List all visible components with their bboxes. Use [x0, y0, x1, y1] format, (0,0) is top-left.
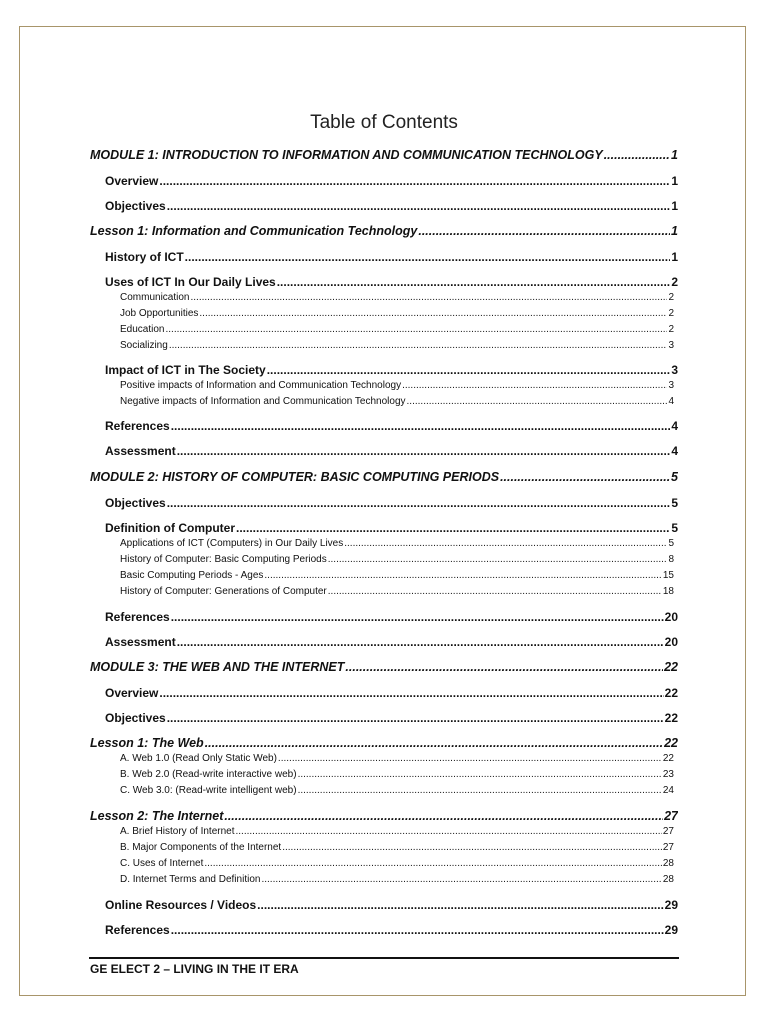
- toc-entry-page: 29: [664, 923, 678, 937]
- toc-entry-page: 4: [671, 444, 678, 458]
- toc-entry-page: 1: [671, 250, 678, 264]
- toc-entry[interactable]: [120, 308, 674, 319]
- toc-entry-page: 27: [664, 809, 678, 823]
- toc-entry[interactable]: [120, 826, 674, 837]
- toc-entry-page: 2: [668, 292, 674, 303]
- toc-entry-label: Objectives: [105, 711, 166, 725]
- toc-entry[interactable]: [120, 538, 674, 549]
- toc-entry-label: Education: [120, 324, 165, 335]
- toc-entry-label: A. Brief History of Internet: [120, 826, 235, 837]
- toc-entry-label: History of Computer: Basic Computing Periods: [120, 554, 327, 565]
- toc-entry-page: 1: [671, 199, 678, 213]
- toc-entry-label: MODULE 2: HISTORY OF COMPUTER: BASIC COMPUTING PERIODS: [90, 470, 500, 484]
- toc-entry-label: Assessment: [105, 444, 176, 458]
- toc-entry[interactable]: [105, 275, 678, 289]
- toc-entry[interactable]: [105, 898, 678, 912]
- toc-entry-page: 2: [671, 275, 678, 289]
- toc-entry[interactable]: [105, 610, 678, 624]
- toc-entry-label: B. Web 2.0 (Read-write interactive web): [120, 769, 297, 780]
- toc-entry-page: 22: [664, 686, 678, 700]
- toc-entry[interactable]: [105, 923, 678, 937]
- toc-entry[interactable]: [105, 363, 678, 377]
- toc-entry[interactable]: [120, 785, 674, 796]
- toc-entry-page: 22: [664, 660, 678, 674]
- toc-entry-label: MODULE 3: THE WEB AND THE INTERNET: [90, 660, 345, 674]
- toc-entry-label: Objectives: [105, 199, 166, 213]
- toc-entry[interactable]: [90, 736, 678, 750]
- toc-entry-label: A. Web 1.0 (Read Only Static Web): [120, 753, 277, 764]
- toc-entry-page: 20: [664, 610, 678, 624]
- toc-entry-label: Job Opportunities: [120, 308, 199, 319]
- toc-entry[interactable]: [105, 496, 678, 510]
- toc-entry-page: 23: [662, 769, 674, 780]
- toc-entry[interactable]: [120, 380, 674, 391]
- toc-entry[interactable]: [90, 809, 678, 823]
- toc-entry-label: Basic Computing Periods - Ages: [120, 570, 264, 581]
- toc-entry-label: History of ICT: [105, 250, 184, 264]
- toc-entry-page: 5: [668, 538, 674, 549]
- toc-entry[interactable]: [120, 842, 674, 853]
- toc-entry-page: 3: [668, 340, 674, 351]
- toc-entry-page: 1: [671, 224, 678, 238]
- toc-entry-page: 27: [662, 826, 674, 837]
- toc-entry[interactable]: [105, 635, 678, 649]
- footer-rule: [89, 957, 679, 959]
- toc-entry-label: C. Web 3.0: (Read-write intelligent web): [120, 785, 297, 796]
- toc-entry-label: B. Major Components of the Internet: [120, 842, 282, 853]
- toc-entry[interactable]: [105, 199, 678, 213]
- toc-entry[interactable]: [105, 521, 678, 535]
- toc-entry-label: D. Internet Terms and Definition: [120, 874, 261, 885]
- toc-entry[interactable]: [120, 769, 674, 780]
- toc-entry-page: 28: [662, 858, 674, 869]
- toc-entry[interactable]: [120, 858, 674, 869]
- toc-entry-label: Lesson 1: The Web: [90, 736, 204, 750]
- toc-entry[interactable]: [120, 586, 674, 597]
- toc-entry[interactable]: [120, 292, 674, 303]
- toc-entry-page: 8: [668, 554, 674, 565]
- toc-entry-label: History of Computer: Generations of Computer: [120, 586, 327, 597]
- footer-text: GE ELECT 2 – LIVING IN THE IT ERA: [90, 962, 299, 976]
- toc-entry[interactable]: [90, 660, 678, 674]
- toc-entry-page: 20: [664, 635, 678, 649]
- toc-entry-label: Lesson 2: The Internet: [90, 809, 224, 823]
- toc-entry[interactable]: [90, 224, 678, 238]
- toc-entry-page: 1: [671, 148, 678, 162]
- toc-entry-page: 28: [662, 874, 674, 885]
- toc-entry-page: 5: [671, 496, 678, 510]
- toc-entry-page: 3: [668, 380, 674, 391]
- toc-entry-page: 27: [662, 842, 674, 853]
- toc-entry[interactable]: [105, 419, 678, 433]
- toc-entry[interactable]: [120, 340, 674, 351]
- toc-entry-page: 4: [671, 419, 678, 433]
- toc-entry-page: 22: [664, 711, 678, 725]
- toc-entry-label: Assessment: [105, 635, 176, 649]
- toc-entry[interactable]: [105, 711, 678, 725]
- toc-entry-label: Online Resources / Videos: [105, 898, 257, 912]
- toc-entry-page: 18: [662, 586, 674, 597]
- toc-entry-page: 24: [662, 785, 674, 796]
- toc-entry-page: 22: [664, 736, 678, 750]
- toc-entry-label: Applications of ICT (Computers) in Our Daily Lives: [120, 538, 344, 549]
- toc-entry[interactable]: [120, 396, 674, 407]
- toc-entry-label: Uses of ICT In Our Daily Lives: [105, 275, 276, 289]
- toc-entry-label: Overview: [105, 174, 159, 188]
- toc-entry-page: 4: [668, 396, 674, 407]
- toc-entry-label: Positive impacts of Information and Communication Technology: [120, 380, 402, 391]
- toc-entry-label: Objectives: [105, 496, 166, 510]
- toc-entry-page: 3: [671, 363, 678, 377]
- toc-entry-label: Socializing: [120, 340, 168, 351]
- toc-entry-page: 15: [662, 570, 674, 581]
- toc-title: Table of Contents: [310, 112, 458, 133]
- toc-entry[interactable]: [120, 753, 674, 764]
- toc-entry-page: 5: [671, 470, 678, 484]
- toc-entry-label: MODULE 1: INTRODUCTION TO INFORMATION AND COMMUNICATION TECHNOLOGY: [90, 148, 603, 162]
- toc-entry[interactable]: [105, 174, 678, 188]
- toc-entry-label: Impact of ICT in The Society: [105, 363, 266, 377]
- toc-entry-page: 2: [668, 308, 674, 319]
- toc-entry-label: Negative impacts of Information and Communication Technology: [120, 396, 406, 407]
- toc-entry-label: Overview: [105, 686, 159, 700]
- toc-entry[interactable]: [105, 250, 678, 264]
- toc-entry-label: Lesson 1: Information and Communication Technology: [90, 224, 418, 238]
- toc-entry-page: 29: [664, 898, 678, 912]
- toc-entry-label: References: [105, 923, 170, 937]
- toc-entry[interactable]: [120, 874, 674, 885]
- toc-entry-label: Definition of Computer: [105, 521, 235, 535]
- toc-entry-page: 1: [671, 174, 678, 188]
- toc-entry[interactable]: [120, 324, 674, 335]
- toc-entry-page: 5: [671, 521, 678, 535]
- toc-entry[interactable]: [120, 570, 674, 581]
- toc-entry-page: 22: [662, 753, 674, 764]
- toc-entry-label: References: [105, 419, 170, 433]
- toc-entry[interactable]: [105, 444, 678, 458]
- toc-entry-label: Communication: [120, 292, 190, 303]
- toc-entry-page: 2: [668, 324, 674, 335]
- toc-entry-label: C. Uses of Internet: [120, 858, 204, 869]
- toc-entry[interactable]: [90, 148, 678, 162]
- toc-entry[interactable]: [120, 554, 674, 565]
- toc-entry[interactable]: [90, 470, 678, 484]
- toc-entry[interactable]: [105, 686, 678, 700]
- toc-entry-label: References: [105, 610, 170, 624]
